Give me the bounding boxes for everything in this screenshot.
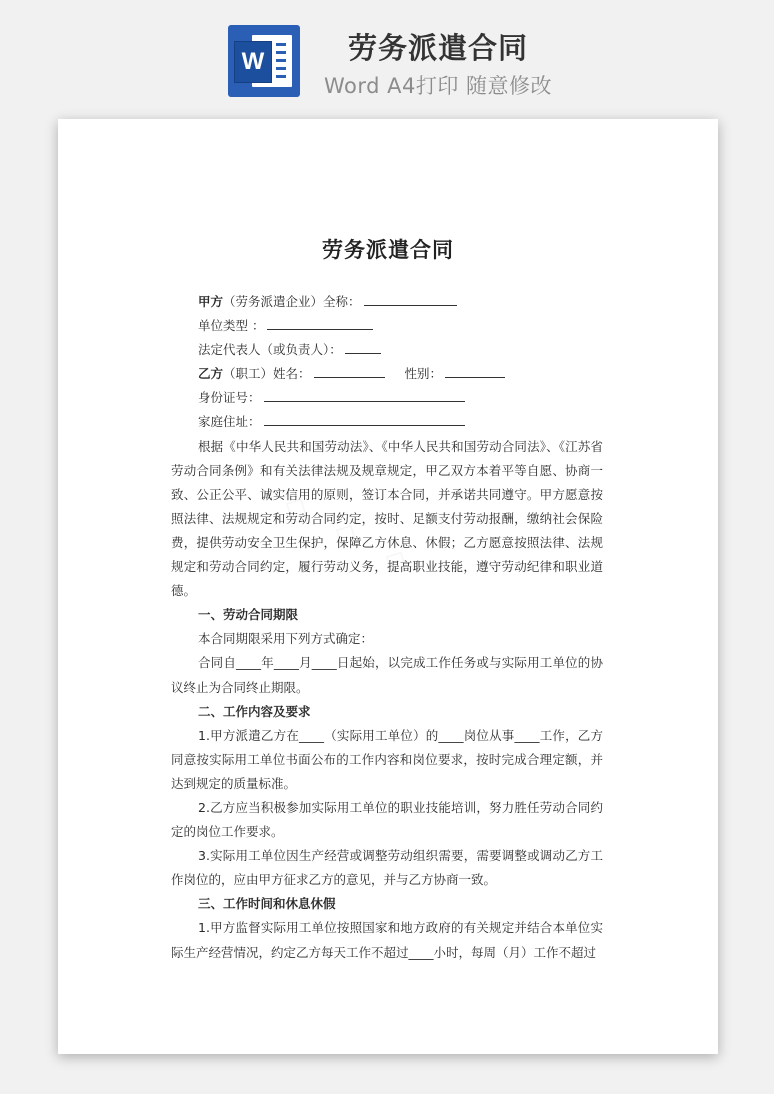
paragraph: 2.乙方应当积极参加实际用工单位的职业技能培训，努力胜任劳动合同约定的岗位工作要求。 — [171, 799, 603, 840]
paragraph: 合同自____年____月____日起始，以完成工作任务或与实际用工单位的协议终止为合同终止期限。 — [171, 655, 603, 695]
paragraph: 1.甲方派遣乙方在____（实际用工单位）的____岗位从事____工作，乙方同意按实际用工单位书面公布的工作内容和岗位要求，按时完成合理定额，并达到规定的质量标准。 — [171, 727, 603, 791]
field-address: 家庭住址： — [171, 410, 603, 434]
logo-letter: W — [241, 48, 265, 75]
document-body — [171, 290, 603, 965]
blank-line — [314, 365, 385, 378]
paragraph: 本合同期限采用下列方式确定： — [198, 631, 374, 647]
section-heading: 一、劳动合同期限 — [198, 607, 299, 623]
paragraph: 3.实际用工单位因生产经营或调整劳动组织需要，需要调整或调动乙方工作岗位的，应由甲方征求乙方的意见，并与乙方协商一致。 — [171, 848, 603, 888]
blank-line — [264, 413, 465, 426]
field-party-a: 甲方（劳务派遣企业）全称： — [171, 290, 603, 314]
section-heading: 三、工作时间和休息休假 — [198, 896, 336, 912]
document-title: 劳务派遣合同 — [322, 238, 454, 262]
page-subtitle: Word A4打印 随意修改 — [324, 74, 553, 98]
field-id-number: 身份证号： — [171, 386, 603, 410]
field-party-b: 乙方（职工）姓名： 性别： — [171, 362, 603, 386]
word-logo-icon — [228, 25, 300, 97]
blank-line — [445, 365, 505, 378]
page-title: 劳务派遣合同 — [348, 31, 529, 65]
blank-line — [267, 317, 373, 330]
field-legal-rep: 法定代表人（或负责人）： — [171, 338, 603, 362]
header — [0, 0, 774, 112]
field-unit-type: 单位类型 ： — [171, 314, 603, 338]
document-page — [58, 119, 718, 1054]
section-heading: 二、工作内容及要求 — [198, 703, 311, 719]
preamble-paragraph: 根据《中华人民共和国劳动法》、《中华人民共和国劳动合同法》、《江苏省劳动合同条例》和有关法律法规及规章规定，甲乙双方本着平等自愿、协商一致、公正公平、诚实信用的原则，签订本合同，并承诺共同遵守。甲方愿意按照法律、法规规定和劳动合同约定，按时、足额支付劳动报酬，缴纳社会保险费，提供劳动安全卫生保护，保障乙方休息、休假；乙方愿意按照法律、法规规定和劳动合同约定，履行劳动义务，提高职业技能，遵守劳动纪律和职业道德。 — [171, 438, 603, 599]
blank-line — [345, 341, 381, 354]
blank-line — [264, 389, 465, 402]
paragraph: 1.甲方监督实际用工单位按照国家和地方政府的有关规定并结合本单位实际生产经营情况，约定乙方每天工作不超过____小时，每周（月）工作不超过 — [171, 920, 603, 960]
blank-line — [364, 293, 457, 306]
